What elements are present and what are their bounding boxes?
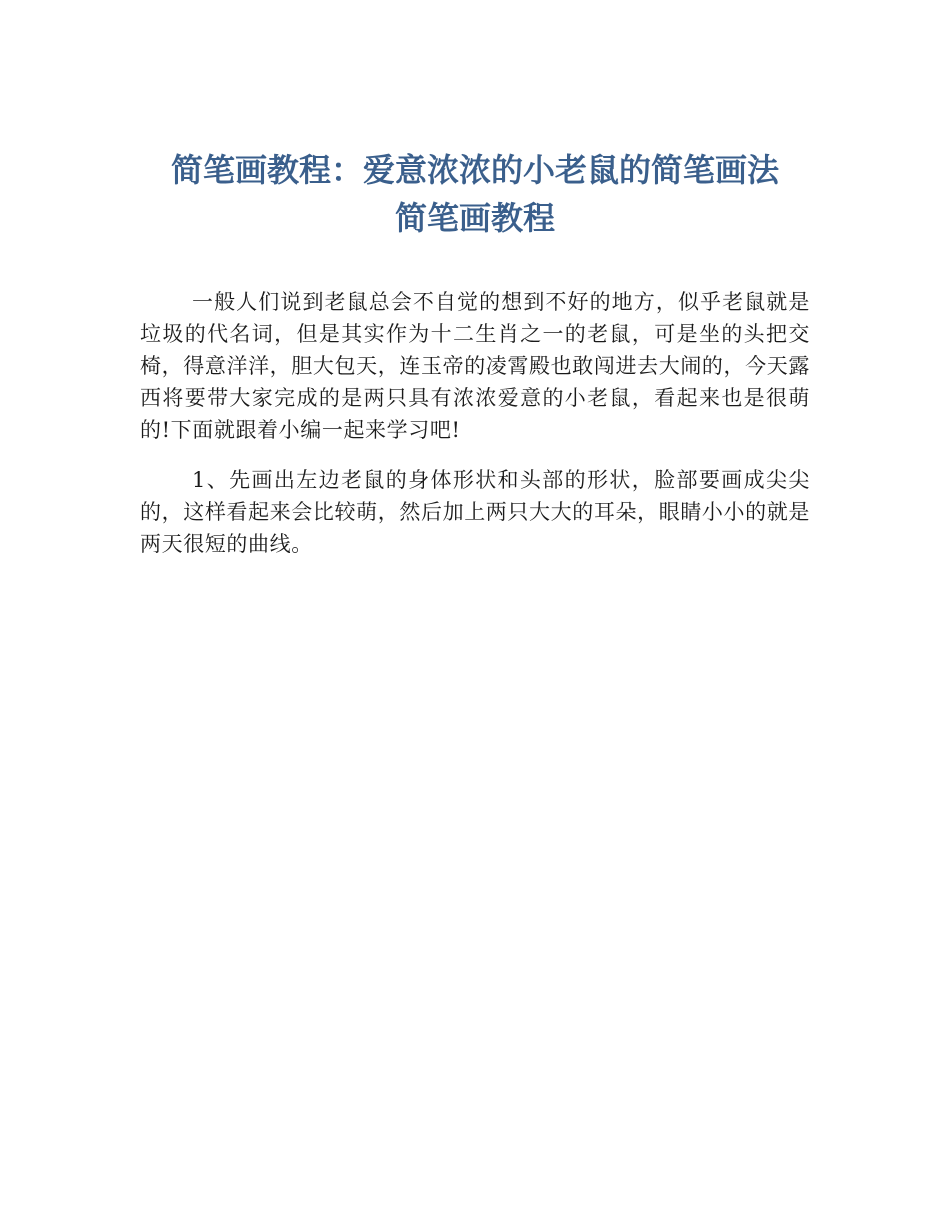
title-line-2: 简笔画教程 (394, 199, 555, 237)
page-title (100, 146, 850, 242)
title-line-1: 简笔画教程：爱意浓浓的小老鼠的简笔画法 (170, 151, 779, 189)
article-body (140, 286, 810, 578)
paragraph-step-1: 1、先画出左边老鼠的身体形状和头部的形状，脸部要画成尖尖的，这样看起来会比较萌，然后加上两只大大的耳朵，眼睛小小的就是两天很短的曲线。 (140, 468, 810, 556)
paragraph-intro: 一般人们说到老鼠总会不自觉的想到不好的地方，似乎老鼠就是垃圾的代名词，但是其实作为十二生肖之一的老鼠，可是坐的头把交椅，得意洋洋，胆大包天，连玉帝的凌霄殿也敢闯进去大闹的，今天露西将要带大家完成的是两只具有浓浓爱意的小老鼠，看起来也是很萌的!下面就跟着小编一起来学习吧! (140, 290, 810, 442)
